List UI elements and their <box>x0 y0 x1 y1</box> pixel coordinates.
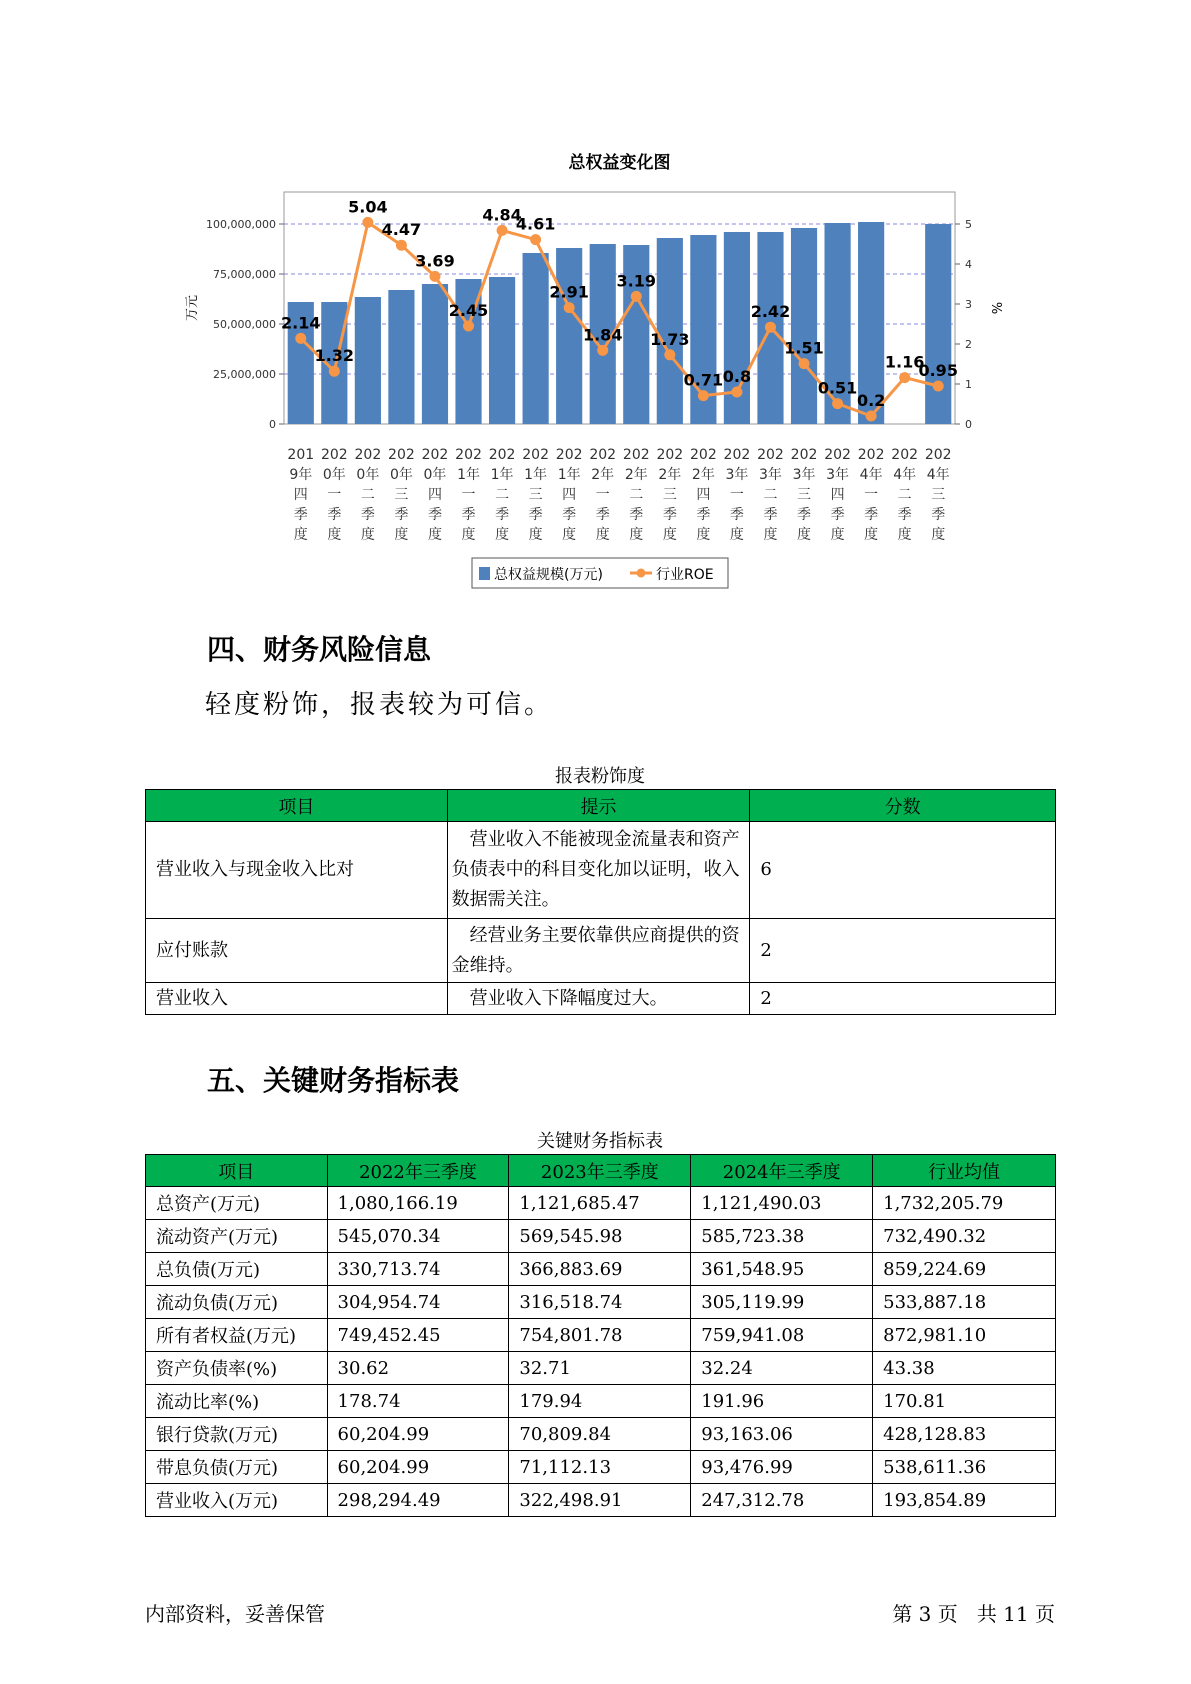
kpi-value: 569,545.98 <box>509 1220 691 1253</box>
kpi-row <box>146 1220 1056 1253</box>
x-tick-label: 四 <box>293 487 308 503</box>
roe-point <box>530 234 541 245</box>
x-tick-label: 4年 <box>859 467 883 483</box>
kpi-row <box>146 1187 1056 1220</box>
roe-data-label: 1.51 <box>784 338 824 358</box>
x-tick-label: 202 <box>320 447 348 463</box>
kpi-value: 859,224.69 <box>873 1253 1056 1286</box>
roe-point <box>463 321 474 332</box>
x-tick-label: 一 <box>461 487 476 503</box>
x-tick-label: 四 <box>427 487 442 503</box>
kpi-item: 总负债(万元) <box>146 1253 328 1286</box>
x-tick-label: 季 <box>864 507 879 523</box>
kpi-value: 533,887.18 <box>873 1286 1056 1319</box>
kpi-table-caption: 关键财务指标表 <box>537 1131 663 1152</box>
kpi-value: 32.24 <box>691 1352 873 1385</box>
kpi-row <box>146 1385 1056 1418</box>
kpi-value: 732,490.32 <box>873 1220 1056 1253</box>
y-tick-label: 50,000,000 <box>213 318 276 331</box>
kpi-table <box>145 1154 1056 1517</box>
kpi-item: 所有者权益(万元) <box>146 1319 328 1352</box>
kpi-value: 247,312.78 <box>691 1484 873 1517</box>
y-tick-label: 100,000,000 <box>206 218 276 231</box>
x-tick-label: 202 <box>589 447 617 463</box>
x-tick-label: 二 <box>763 487 778 503</box>
bar <box>489 277 515 424</box>
kpi-header-2023q3: 2023年三季度 <box>509 1155 691 1187</box>
roe-point <box>362 217 373 228</box>
x-tick-label: 3年 <box>792 467 816 483</box>
x-tick-label: 季 <box>495 507 510 523</box>
x-tick-label: 季 <box>797 507 812 523</box>
x-tick-label: 202 <box>690 447 717 463</box>
x-tick-label: 度 <box>864 527 879 543</box>
equity-chart <box>0 0 1191 600</box>
kpi-value: 1,732,205.79 <box>873 1187 1056 1220</box>
risk-table-header <box>146 790 1056 822</box>
x-tick-label: 度 <box>528 527 543 543</box>
kpi-value: 749,452.45 <box>327 1319 509 1352</box>
roe-point <box>295 333 306 344</box>
x-tick-label: 季 <box>360 507 375 523</box>
roe-data-label: 4.61 <box>515 214 556 234</box>
kpi-item: 营业收入(万元) <box>146 1484 328 1517</box>
legend-bar-label: 总权益规模(万元) <box>494 567 603 583</box>
footer-page-info: 第 3 页 共 11 页 <box>892 1602 1055 1626</box>
y2-tick-label: 0 <box>965 418 972 431</box>
x-tick-label: 1年 <box>490 467 514 483</box>
x-tick-label: 202 <box>455 447 482 463</box>
x-tick-label: 度 <box>562 527 577 543</box>
kpi-row <box>146 1484 1056 1517</box>
footer-left: 内部资料，妥善保管 <box>145 1602 325 1626</box>
x-tick-label: 202 <box>421 447 449 463</box>
x-tick-label: 9年 <box>289 467 313 483</box>
x-tick-label: 季 <box>327 507 342 523</box>
x-tick-label: 202 <box>555 447 583 463</box>
roe-data-label: 4.84 <box>482 205 522 225</box>
roe-point <box>329 366 340 377</box>
roe-data-label: 3.19 <box>616 271 657 291</box>
x-tick-label: 度 <box>495 527 510 543</box>
bar <box>791 228 817 424</box>
roe-data-label: 0.71 <box>683 370 724 390</box>
kpi-value: 178.74 <box>327 1385 509 1418</box>
kpi-value: 179.94 <box>509 1385 691 1418</box>
roe-data-label: 5.04 <box>348 197 388 217</box>
x-tick-label: 季 <box>427 507 442 523</box>
kpi-value: 298,294.49 <box>327 1484 509 1517</box>
kpi-value: 305,119.99 <box>691 1286 873 1319</box>
x-tick-label: 2年 <box>624 467 648 483</box>
section5-title: 五、关键财务指标表 <box>207 1064 460 1097</box>
x-tick-label: 三 <box>797 487 812 503</box>
kpi-value: 60,204.99 <box>327 1418 509 1451</box>
kpi-header-industry-avg: 行业均值 <box>873 1155 1056 1187</box>
x-tick-label: 2年 <box>691 467 715 483</box>
kpi-item: 流动负债(万元) <box>146 1286 328 1319</box>
y2-tick-label: 5 <box>965 218 972 231</box>
roe-point <box>396 240 407 251</box>
risk-item: 营业收入 <box>146 983 448 1015</box>
x-tick-label: 0年 <box>423 467 447 483</box>
roe-point <box>664 349 675 360</box>
x-tick-label: 202 <box>622 447 650 463</box>
x-tick-label: 3年 <box>826 467 850 483</box>
kpi-value: 428,128.83 <box>873 1418 1056 1451</box>
x-tick-label: 度 <box>327 527 342 543</box>
x-tick-label: 度 <box>595 527 610 543</box>
kpi-item: 流动比率(%) <box>146 1385 328 1418</box>
risk-item: 应付账款 <box>146 919 448 983</box>
x-tick-label: 2年 <box>591 467 615 483</box>
x-tick-label: 202 <box>656 447 684 463</box>
x-tick-label: 202 <box>723 447 751 463</box>
y2-axis-label: % <box>988 301 1003 315</box>
kpi-value: 43.38 <box>873 1352 1056 1385</box>
kpi-value: 30.62 <box>327 1352 509 1385</box>
kpi-header-item: 项目 <box>146 1155 328 1187</box>
kpi-item: 流动资产(万元) <box>146 1220 328 1253</box>
x-tick-label: 季 <box>696 507 711 523</box>
roe-data-label: 2.42 <box>750 302 791 322</box>
x-tick-label: 季 <box>897 507 912 523</box>
y2-tick-label: 2 <box>965 338 972 351</box>
x-tick-label: 二 <box>629 487 644 503</box>
risk-header-item: 项目 <box>146 790 448 822</box>
x-tick-label: 202 <box>354 447 382 463</box>
roe-data-label: 0.2 <box>856 391 886 410</box>
x-tick-label: 度 <box>696 527 711 543</box>
legend-bar-swatch <box>479 567 490 580</box>
x-tick-label: 三 <box>528 487 543 503</box>
kpi-value: 872,981.10 <box>873 1319 1056 1352</box>
bar <box>523 253 549 424</box>
x-tick-label: 度 <box>662 527 677 543</box>
roe-data-label: 3.69 <box>415 251 455 271</box>
x-tick-label: 202 <box>522 447 549 463</box>
x-tick-label: 3年 <box>725 467 749 483</box>
roe-point <box>933 381 944 392</box>
y2-tick-label: 3 <box>965 298 972 311</box>
risk-header-score: 分数 <box>750 790 1056 822</box>
kpi-value: 70,809.84 <box>509 1418 691 1451</box>
risk-score: 6 <box>750 822 1056 919</box>
x-tick-label: 二 <box>897 487 912 503</box>
roe-point <box>832 398 843 409</box>
x-tick-label: 度 <box>360 527 375 543</box>
x-tick-label: 202 <box>790 447 818 463</box>
kpi-value: 1,121,490.03 <box>691 1187 873 1220</box>
kpi-value: 1,121,685.47 <box>509 1187 691 1220</box>
kpi-value: 193,854.89 <box>873 1484 1056 1517</box>
bar <box>422 284 448 424</box>
legend-line-marker <box>637 569 646 578</box>
x-tick-label: 三 <box>662 487 677 503</box>
roe-data-label: 0.8 <box>722 367 752 386</box>
kpi-row <box>146 1418 1056 1451</box>
x-tick-label: 二 <box>495 487 510 503</box>
kpi-value: 330,713.74 <box>327 1253 509 1286</box>
y-tick-label: 25,000,000 <box>213 368 276 381</box>
x-tick-label: 季 <box>931 507 946 523</box>
x-tick-label: 度 <box>427 527 442 543</box>
kpi-value: 316,518.74 <box>509 1286 691 1319</box>
x-tick-label: 季 <box>394 507 409 523</box>
chart-svg <box>0 0 1191 600</box>
x-tick-label: 四 <box>696 487 711 503</box>
kpi-value: 170.81 <box>873 1385 1056 1418</box>
bar <box>556 248 582 424</box>
kpi-value: 585,723.38 <box>691 1220 873 1253</box>
x-tick-label: 度 <box>394 527 409 543</box>
roe-data-label: 1.16 <box>884 352 925 372</box>
kpi-row <box>146 1253 1056 1286</box>
x-tick-label: 季 <box>662 507 677 523</box>
roe-point <box>597 345 608 356</box>
kpi-value: 93,163.06 <box>691 1418 873 1451</box>
roe-point <box>698 390 709 401</box>
y-axis-label: 万元 <box>185 294 200 322</box>
x-tick-label: 四 <box>830 487 845 503</box>
x-tick-label: 度 <box>830 527 845 543</box>
kpi-value: 32.71 <box>509 1352 691 1385</box>
x-tick-label: 度 <box>729 527 744 543</box>
kpi-value: 93,476.99 <box>691 1451 873 1484</box>
roe-data-label: 1.32 <box>314 346 355 366</box>
kpi-value: 545,070.34 <box>327 1220 509 1253</box>
kpi-value: 361,548.95 <box>691 1253 873 1286</box>
x-tick-label: 0年 <box>389 467 413 483</box>
x-tick-label: 一 <box>729 487 744 503</box>
x-tick-label: 度 <box>897 527 912 543</box>
y-tick-label: 0 <box>269 418 276 431</box>
roe-point <box>799 358 810 369</box>
x-tick-label: 三 <box>931 487 946 503</box>
risk-hint: 营业收入不能被现金流量表和资产负债表中的科目变化加以证明，收入数据需关注。 <box>447 822 750 919</box>
risk-table <box>145 789 1056 1015</box>
x-tick-label: 202 <box>757 447 784 463</box>
x-tick-label: 二 <box>360 487 375 503</box>
kpi-header-2024q3: 2024年三季度 <box>691 1155 873 1187</box>
roe-point <box>731 387 742 398</box>
x-tick-label: 度 <box>797 527 812 543</box>
kpi-value: 754,801.78 <box>509 1319 691 1352</box>
kpi-item: 带息负债(万元) <box>146 1451 328 1484</box>
roe-point <box>899 372 910 383</box>
x-tick-label: 202 <box>891 447 919 463</box>
x-tick-label: 季 <box>763 507 778 523</box>
kpi-value: 71,112.13 <box>509 1451 691 1484</box>
section4-title: 四、财务风险信息 <box>207 633 432 666</box>
kpi-value: 304,954.74 <box>327 1286 509 1319</box>
chart-title: 总权益变化图 <box>568 153 671 173</box>
y2-tick-label: 1 <box>965 378 972 391</box>
x-tick-label: 202 <box>488 447 516 463</box>
x-tick-label: 1年 <box>457 467 480 483</box>
x-tick-label: 度 <box>763 527 778 543</box>
roe-point <box>631 291 642 302</box>
x-tick-label: 季 <box>729 507 744 523</box>
roe-point <box>564 302 575 313</box>
kpi-value: 191.96 <box>691 1385 873 1418</box>
y-tick-label: 75,000,000 <box>213 268 276 281</box>
x-tick-label: 1年 <box>557 467 581 483</box>
kpi-value: 322,498.91 <box>509 1484 691 1517</box>
bar <box>388 290 414 424</box>
roe-point <box>497 225 508 236</box>
bar <box>355 297 381 424</box>
x-tick-label: 一 <box>327 487 342 503</box>
roe-point <box>765 322 776 333</box>
kpi-item: 资产负债率(%) <box>146 1352 328 1385</box>
x-tick-label: 季 <box>629 507 644 523</box>
x-tick-label: 度 <box>629 527 644 543</box>
roe-data-label: 2.14 <box>281 313 321 333</box>
roe-data-label: 0.95 <box>918 361 958 380</box>
x-tick-label: 季 <box>461 507 476 523</box>
roe-data-label: 1.84 <box>582 325 623 345</box>
risk-row <box>146 822 1056 919</box>
risk-header-hint: 提示 <box>447 790 750 822</box>
x-tick-label: 201 <box>287 447 315 463</box>
risk-summary: 轻度粉饰，报表较为可信。 <box>205 690 554 720</box>
kpi-item: 总资产(万元) <box>146 1187 328 1220</box>
x-tick-label: 1年 <box>524 467 548 483</box>
kpi-value: 1,080,166.19 <box>327 1187 509 1220</box>
x-tick-label: 202 <box>824 447 851 463</box>
kpi-row <box>146 1286 1056 1319</box>
x-tick-label: 0年 <box>356 467 380 483</box>
roe-point <box>866 411 877 422</box>
x-tick-label: 季 <box>830 507 845 523</box>
kpi-value: 538,611.36 <box>873 1451 1056 1484</box>
bar <box>925 224 951 424</box>
x-tick-label: 四 <box>562 487 577 503</box>
risk-score: 2 <box>750 983 1056 1015</box>
x-tick-label: 度 <box>293 527 308 543</box>
roe-point <box>429 271 440 282</box>
x-tick-label: 0年 <box>322 467 346 483</box>
risk-row <box>146 983 1056 1015</box>
kpi-row <box>146 1451 1056 1484</box>
x-tick-label: 季 <box>595 507 610 523</box>
risk-table-caption: 报表粉饰度 <box>555 766 645 787</box>
kpi-item: 银行贷款(万元) <box>146 1418 328 1451</box>
x-tick-label: 季 <box>293 507 308 523</box>
x-tick-label: 度 <box>931 527 946 543</box>
kpi-row <box>146 1319 1056 1352</box>
kpi-table-header <box>146 1155 1056 1187</box>
x-tick-label: 4年 <box>893 467 917 483</box>
risk-score: 2 <box>750 919 1056 983</box>
x-tick-label: 202 <box>857 447 885 463</box>
x-tick-label: 季 <box>562 507 577 523</box>
kpi-value: 759,941.08 <box>691 1319 873 1352</box>
y2-tick-label: 4 <box>965 258 972 271</box>
roe-data-label: 0.51 <box>817 378 858 398</box>
kpi-row <box>146 1352 1056 1385</box>
risk-item: 营业收入与现金收入比对 <box>146 822 448 919</box>
x-tick-label: 一 <box>595 487 610 503</box>
x-tick-label: 202 <box>388 447 415 463</box>
roe-data-label: 2.91 <box>549 282 589 302</box>
risk-row <box>146 919 1056 983</box>
x-tick-label: 季 <box>528 507 543 523</box>
risk-hint: 营业收入下降幅度过大。 <box>447 983 750 1015</box>
x-tick-label: 一 <box>864 487 879 503</box>
x-tick-label: 三 <box>394 487 409 503</box>
kpi-value: 366,883.69 <box>509 1253 691 1286</box>
roe-data-label: 1.73 <box>650 329 690 349</box>
roe-data-label: 2.45 <box>448 301 489 320</box>
x-tick-label: 2年 <box>658 467 682 483</box>
x-tick-label: 度 <box>461 527 476 543</box>
x-tick-label: 4年 <box>926 467 950 483</box>
risk-hint: 经营业务主要依靠供应商提供的资金维持。 <box>447 919 750 983</box>
x-tick-label: 3年 <box>759 467 782 483</box>
kpi-value: 60,204.99 <box>327 1451 509 1484</box>
x-tick-label: 202 <box>924 447 952 463</box>
kpi-header-2022q3: 2022年三季度 <box>327 1155 509 1187</box>
roe-data-label: 4.47 <box>381 220 422 240</box>
legend-line-label: 行业ROE <box>656 567 714 583</box>
